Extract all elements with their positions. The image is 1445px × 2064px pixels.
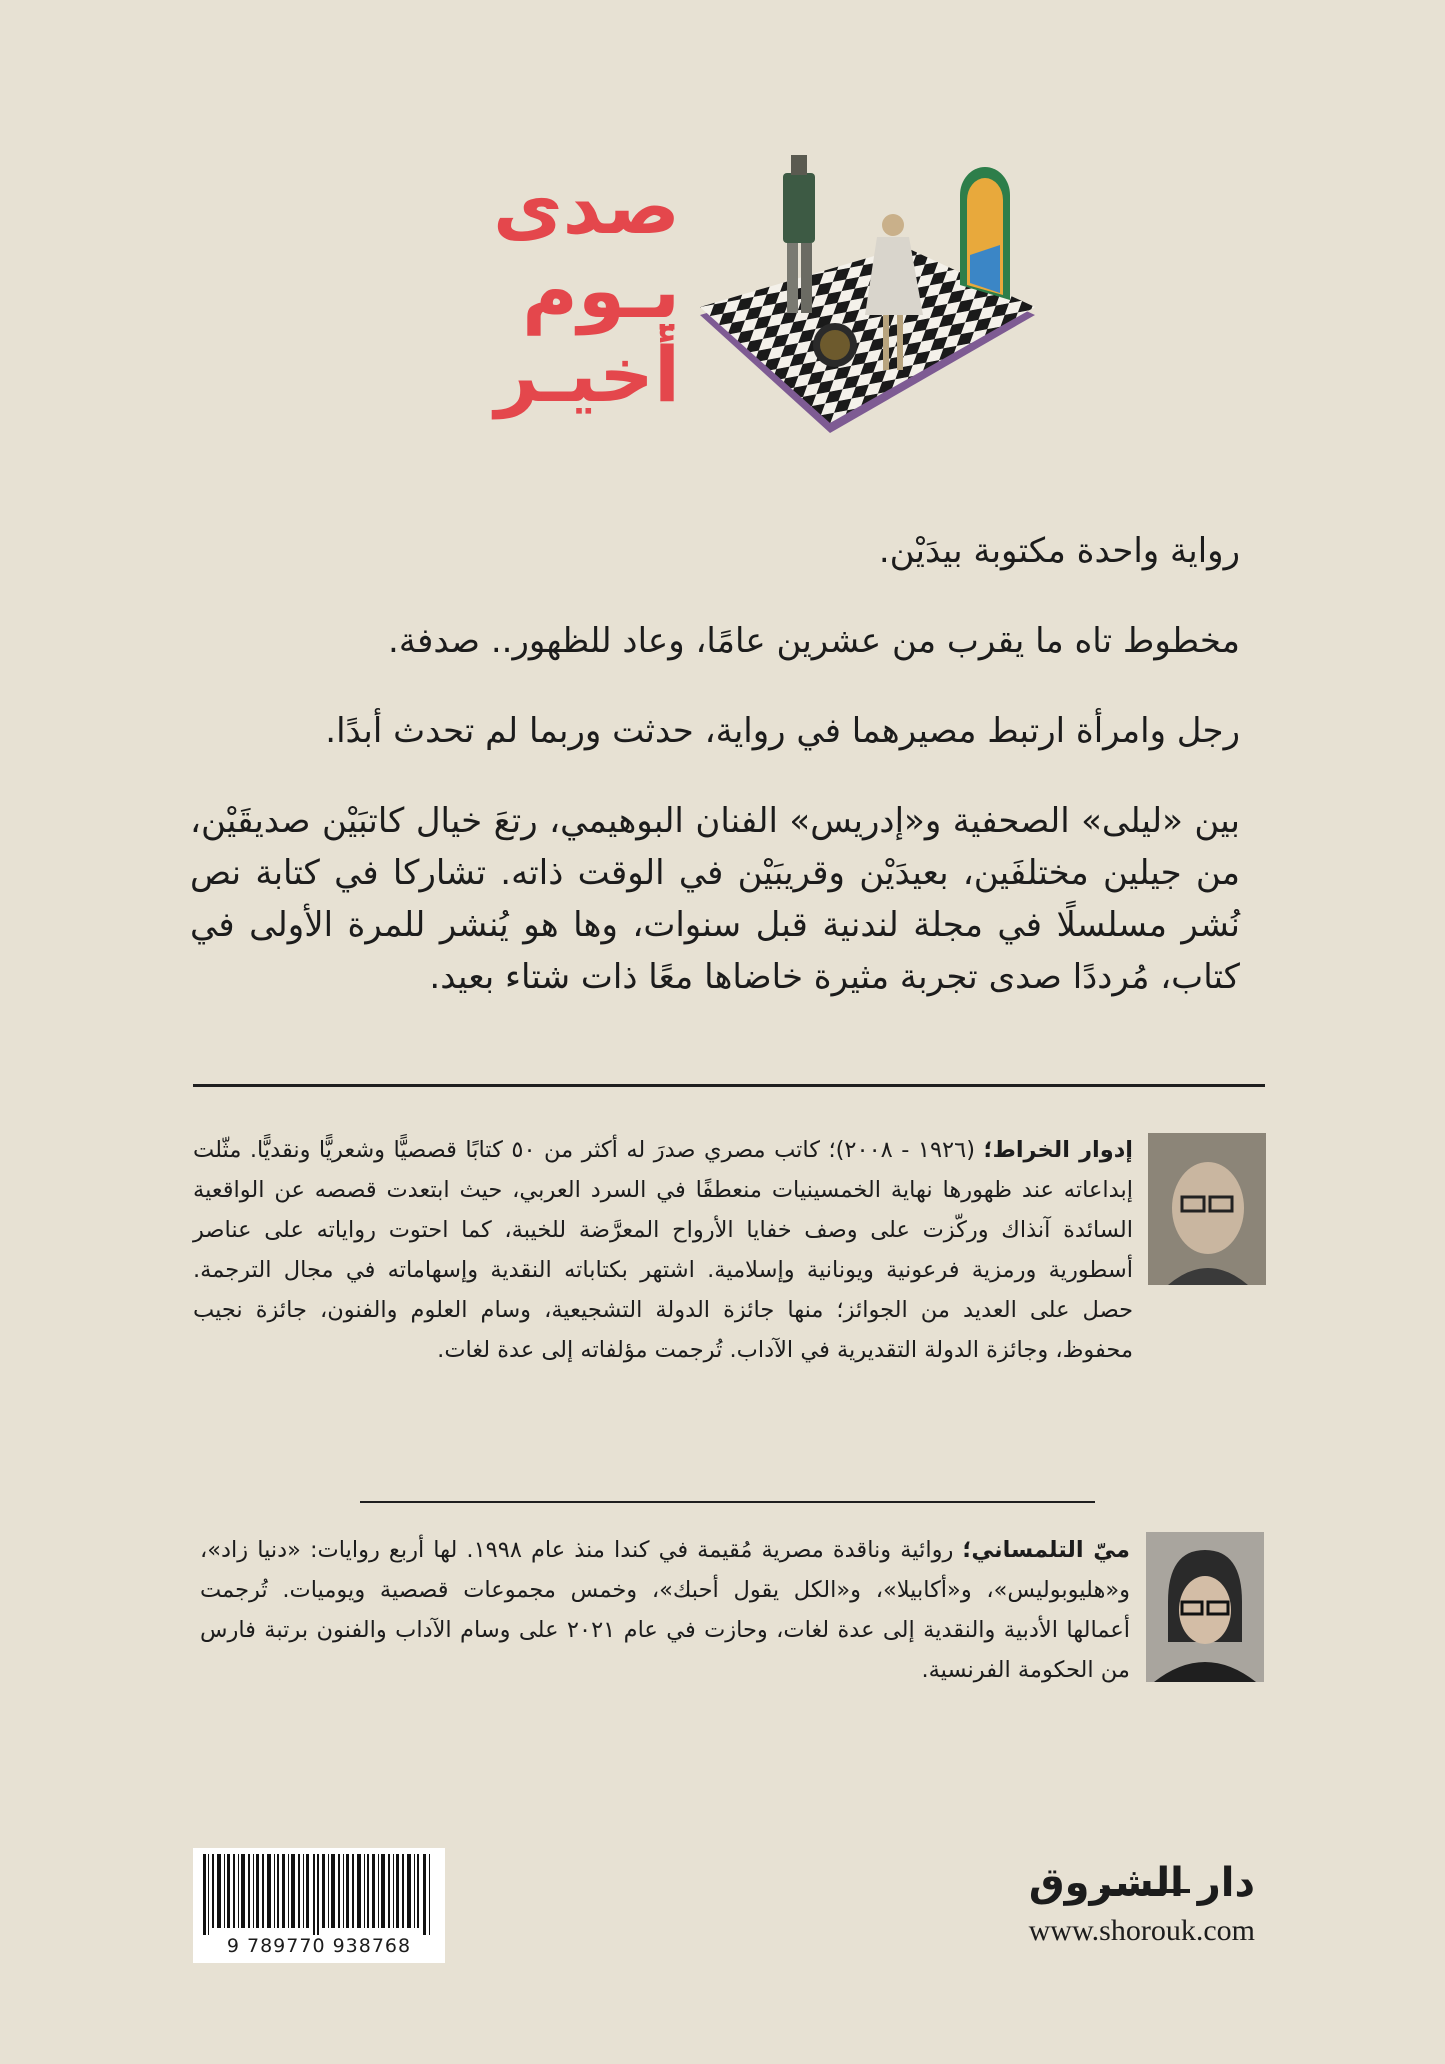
- author-photo-kharrat: [1148, 1133, 1266, 1285]
- portrait-icon: [1148, 1133, 1266, 1285]
- publisher-name: دار الشروق: [1028, 1860, 1255, 1906]
- publisher-logo: [1029, 1860, 1255, 1948]
- divider-authors: [360, 1501, 1095, 1503]
- blurb-line-2: مخطوط تاه ما يقرب من عشرين عامًا، وعاد للظهور.. صدفة.: [388, 621, 1240, 661]
- author-name-telmissany: ميّ التلمساني؛: [962, 1537, 1130, 1563]
- blurb-line-1: رواية واحدة مكتوبة بيدَيْن.: [878, 531, 1240, 571]
- blurb-paragraph: بين «ليلى» الصحفية و«إدريس» الفنان البوهيمي، رتعَ خيال كاتبَيْن صديقَيْن، من جيلين مختلفَين، بعيدَيْن وقريبَيْن في الوقت ذاته. تشاركا في كتابة نص نُشر مسلسلًا في مجلة لندنية قبل سنوات، وها هو يُنشر للمرة الأولى في كتاب، مُرددًا صدى تجربة مثيرة خاضاها معًا ذات شتاء بعيد.: [190, 801, 1240, 997]
- author-name-kharrat: إدوار الخراط؛: [983, 1137, 1133, 1163]
- author-bio-kharrat: [193, 1130, 1133, 1370]
- blurb: [190, 525, 1240, 1003]
- book-title: [460, 162, 680, 419]
- author-text-kharrat: (١٩٢٦ - ٢٠٠٨)؛ كاتب مصري صدرَ له أكثر من ٥٠ كتابًا قصصيًّا وشعريًّا ونقديًّا. مثّلت إبداعاته عند ظهورها نهاية الخمسينيات منعطفًا في السرد العربي، حيث ابتعدت قصصه عن الواقعية السائدة آنذاك وركّزت على وصف خفايا الأرواح المعرَّضة للخيبة، كما احتوت رواياته على عناصر أسطورية ورمزية فرعونية ويونانية وإسلامية. اشتهر بكتاباته النقدية وإسهاماته في مجال الترجمة. حصل على العديد من الجوائز؛ منها جائزة الدولة التشجيعية، وسام العلوم والفنون، جائزة نجيب محفوظ، وجائزة الدولة التقديرية في الآداب. تُرجمت مؤلفاته إلى عدة لغات.: [193, 1137, 1133, 1363]
- publisher-url: www.shorouk.com: [1028, 1914, 1255, 1947]
- woman-figure: [882, 214, 904, 236]
- author-text-telmissany: روائية وناقدة مصرية مُقيمة في كندا منذ عام ١٩٩٨. لها أربع روايات: «دنيا زاد»، و«هليوبوليس»، و«أكابيلا»، و«الكل يقول أحبك»، وخمس مجموعات قصصية ويوميات. تُرجمت أعمالها الأدبية والنقدية إلى عدة لغات، وحازت في عام ٢٠٢١ على وسام الآداب والفنون برتبة فارس من الحكومة الفرنسية.: [200, 1537, 1131, 1683]
- blurb-line-3: رجل وامرأة ارتبط مصيرهما في رواية، حدثت وربما لم تحدث أبدًا.: [325, 711, 1240, 751]
- divider-main: [193, 1084, 1265, 1087]
- author-photo-telmissany: [1146, 1532, 1264, 1682]
- man-figure: [783, 173, 815, 243]
- barcode-icon: [193, 1848, 445, 1936]
- portrait-icon: [1146, 1532, 1264, 1682]
- isbn-number: 9 789770 938768: [193, 1935, 445, 1957]
- title-line-3: أخيـر: [494, 330, 680, 419]
- author-bio-telmissany: [200, 1530, 1130, 1690]
- title-line-1: صدى: [493, 162, 680, 251]
- title-line-2: يـوم: [522, 246, 680, 335]
- cover-illustration: [695, 155, 1045, 445]
